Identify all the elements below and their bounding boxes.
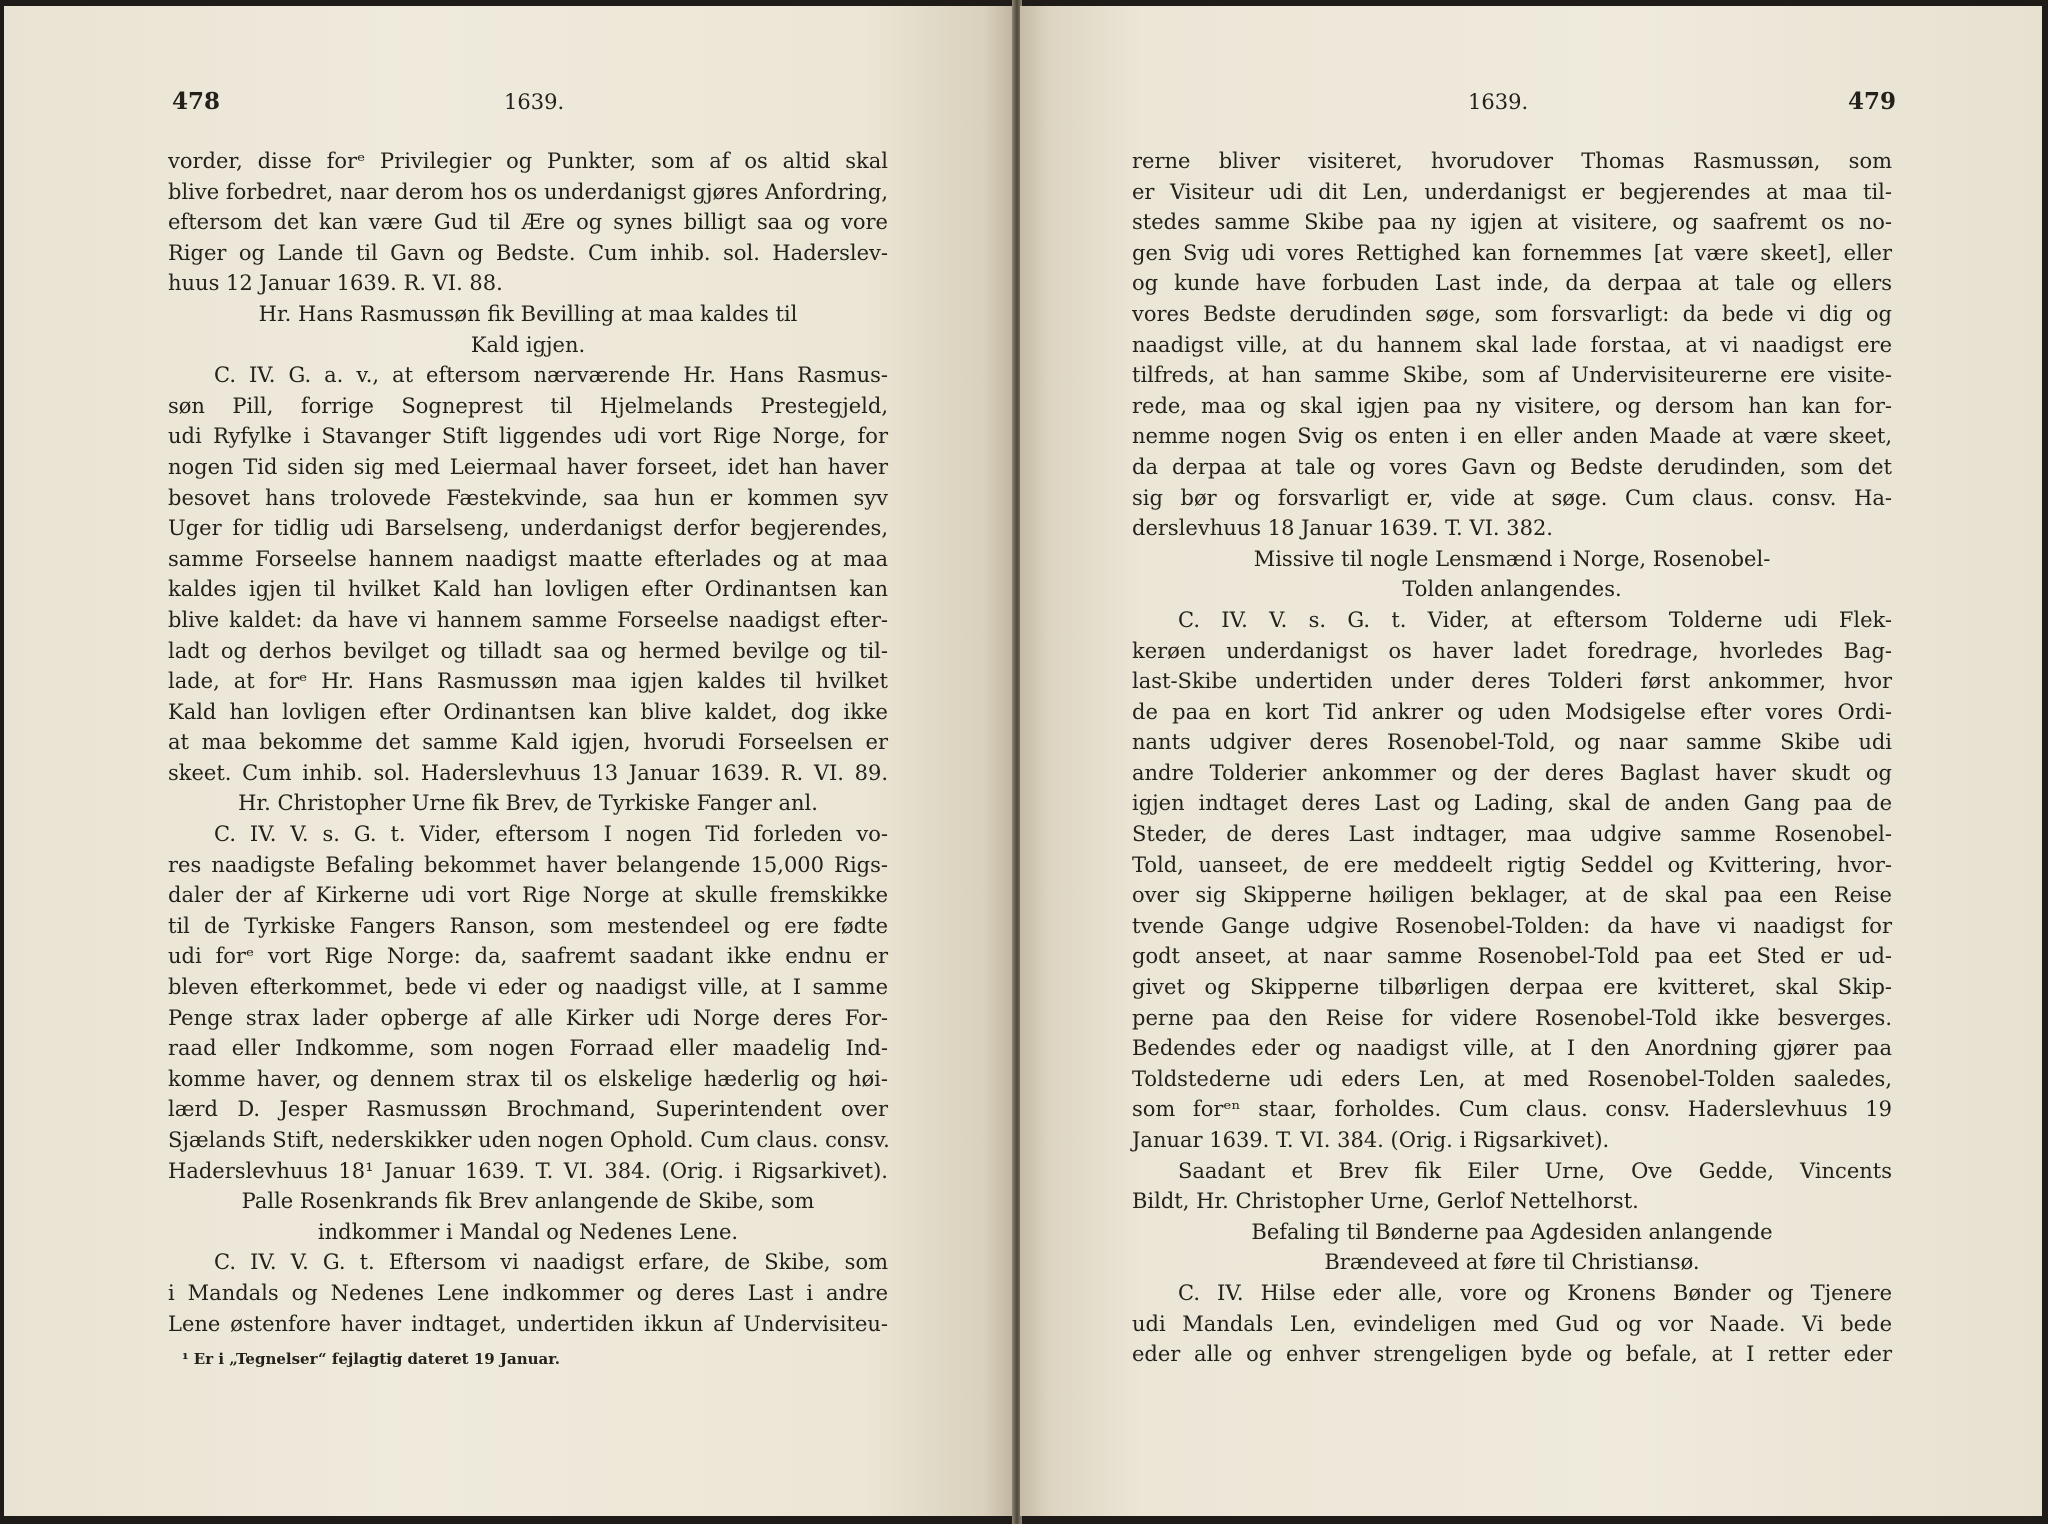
text-line: bleven efterkommet, bede vi eder og naadigst ville, at I samme [168,975,888,1000]
right-page-header [1132,82,1896,122]
text-line: kerøen underdanigst os haver ladet foredrage, hvorledes Bag- [1132,638,1892,663]
text-line: rerne bliver visiteret, hvorudover Thomas Rasmussøn, som [1132,149,1892,173]
right-page [1020,6,2042,1516]
text-line: og kunde have forbuden Last inde, da derpaa at tale og ellers [1132,271,1892,296]
text-line: vorder, disse forᵉ Privilegier og Punkter, som af os altid skal [168,149,888,173]
section-heading-line: Palle Rosenkrands fik Brev anlangende de Skibe, som [241,1189,815,1214]
section-heading-line: indkommer i Mandal og Nedenes Lene. [317,1219,739,1244]
text-line: sig bør og forsvarligt er, vide at søge. Cum claus. consv. Ha- [1132,485,1892,510]
text-line: huus 12 Januar 1639. R. VI. 88. [168,271,503,296]
text-line: tilfreds, at han samme Skibe, som af Undervisiteurerne ere visite- [1132,363,1892,388]
text-line: som forᵉⁿ staar, forholdes. Cum claus. consv. Haderslevhuus 19 [1132,1097,1892,1122]
section-heading-line: Befaling til Bønderne paa Agdesiden anlangende [1251,1219,1773,1244]
text-line: nogen Tid siden sig med Leiermaal haver forseet, idet han haver [168,454,888,479]
text-line: nants udgiver deres Rosenobel-Told, og naar samme Skibe udi [1132,730,1892,755]
text-line: C. IV. V. G. t. Eftersom vi naadigst erfare, de Skibe, som [214,1250,888,1275]
text-line: derslevhuus 18 Januar 1639. T. VI. 382. [1132,516,1553,541]
text-line: eder alle og enhver strengeligen byde og befale, at I retter eder [1132,1342,1892,1367]
section-heading-line: Missive til nogle Lensmænd i Norge, Rosenobel- [1253,546,1771,571]
text-line: Toldstederne udi eders Len, at med Rosenobel-Tolden saaledes, [1132,1066,1892,1091]
right-running-head: 1639. [1468,90,1529,114]
text-line: søn Pill, forrige Sogneprest til Hjelmelands Prestegjeld, [168,393,888,418]
left-page-body [168,146,888,1339]
left-page-header [168,82,888,122]
text-line: Kald han lovligen efter Ordinantsen kan blive kaldet, dog ikke [168,699,888,724]
text-line: samme Forseelse hannem naadigst maatte efterlades og at maa [168,546,888,571]
text-line: perne paa den Reise for videre Rosenobel-Told ikke besverges. [1132,1005,1892,1030]
text-line: blive forbedret, naar derom hos os underdanigst gjøres Anfordring, [168,179,888,204]
text-line: lærd D. Jesper Rasmussøn Brochmand, Superintendent over [168,1097,888,1122]
text-line: nemme nogen Svig os enten i en eller anden Maade at være skeet, [1132,424,1892,449]
text-line: Riger og Lande til Gavn og Bedste. Cum inhib. sol. Haderslev- [168,240,888,265]
text-line: givet og Skipperne tilbørligen derpaa ere kvitteret, skal Skip- [1132,975,1892,1000]
left-footnote: ¹ Er i „Tegnelser“ fejlagtig dateret 19 Januar. [182,1350,561,1369]
text-line: udi Mandals Len, evindeligen med Gud og vor Naade. Vi bede [1132,1311,1892,1336]
text-line: besovet hans trolovede Fæstekvinde, saa hun er kommen syv [168,485,888,510]
left-running-head: 1639. [504,90,565,114]
text-line: udi Ryfylke i Stavanger Stift liggendes udi vort Rige Norge, for [168,424,888,449]
text-line: er Visiteur udi dit Len, underdanigst er begjerendes at maa til- [1132,179,1892,204]
text-line: Bildt, Hr. Christopher Urne, Gerlof Nettelhorst. [1132,1189,1639,1214]
text-line: blive kaldet: da have vi hannem samme Forseelse naadigst efter- [168,607,888,632]
right-page-number: 479 [1847,88,1896,115]
text-line: til de Tyrkiske Fangers Ranson, som mestendeel og ere fødte [168,913,888,938]
section-heading-line: Hr. Christopher Urne fik Brev, de Tyrkiske Fanger anl. [238,791,818,816]
text-line: at maa bekomme det samme Kald igjen, hvorudi Forseelsen er [168,730,888,755]
text-line: komme haver, og dennem strax til os elskelige hæderlig og høi- [168,1066,888,1091]
text-line: C. IV. Hilse eder alle, vore og Kronens Bønder og Tjenere [1178,1280,1892,1305]
text-line: ladt og derhos bevilget og tilladt saa og hermed bevilge og til- [168,638,888,663]
text-line: res naadigste Befaling bekommet haver belangende 15,000 Rigs- [168,852,888,877]
left-text-column [168,82,888,1371]
text-line: naadigst ville, at du hannem skal lade forstaa, at vi naadigst ere [1132,332,1892,357]
text-line: Penge strax lader opberge af alle Kirker udi Norge deres For- [168,1005,888,1030]
right-text-column [1132,82,1896,1370]
text-line: lade, at forᵉ Hr. Hans Rasmussøn maa igjen kaldes til hvilket [168,669,888,694]
text-line: gen Svig udi vores Rettighed kan fornemmes [at være skeet], eller [1132,240,1892,265]
text-line: godt anseet, at naar samme Rosenobel-Told paa eet Sted er ud- [1132,944,1892,969]
text-line: i Mandals og Nedenes Lene indkommer og deres Last i andre [168,1280,888,1305]
text-line: Bedendes eder og naadigst ville, at I den Anordning gjører paa [1132,1036,1892,1061]
text-line: rede, maa og skal igjen paa ny visitere, og dersom han kan for- [1132,393,1892,418]
text-line: skeet. Cum inhib. sol. Haderslevhuus 13 Januar 1639. R. VI. 89. [168,760,888,785]
text-line: Uger for tidlig udi Barselseng, underdanigst derfor begjerendes, [168,516,888,541]
text-line: last-Skibe undertiden under deres Tolderi først ankommer, hvor [1132,669,1892,694]
text-line: Saadant et Brev fik Eiler Urne, Ove Gedde, Vincents [1178,1158,1892,1183]
text-line: andre Tolderier ankommer og der deres Baglast haver skudt og [1132,760,1892,785]
section-heading-line: Tolden anlangendes. [1402,577,1622,602]
text-line: de paa en kort Tid ankrer og uden Modsigelse efter vores Ordi- [1132,699,1892,724]
text-line: vores Bedste derudinden søge, som forsvarligt: da bede vi dig og [1132,301,1892,326]
text-line: stedes samme Skibe paa ny igjen at visitere, og saafremt os no- [1132,210,1892,235]
text-line: over sig Skipperne høiligen beklager, at de skal paa een Reise [1132,883,1892,908]
text-line: tvende Gange udgive Rosenobel-Tolden: da have vi naadigst for [1132,913,1892,938]
text-line: da derpaa at tale og vores Gavn og Bedste derudinden, som det [1132,454,1892,479]
text-line: Januar 1639. T. VI. 384. (Orig. i Rigsarkivet). [1132,1128,1610,1152]
text-line: C. IV. G. a. v., at eftersom nærværende Hr. Hans Rasmus- [214,363,888,388]
text-line: C. IV. V. s. G. t. Vider, at eftersom Tolderne udi Flek- [1178,607,1892,632]
text-line: udi forᵉ vort Rige Norge: da, saafremt saadant ikke endnu er [168,944,888,969]
right-page-body [1132,146,1892,1370]
section-heading-line: Brændeveed at føre til Christiansø. [1324,1250,1700,1275]
text-line: daler der af Kirkerne udi vort Rige Norge at skulle fremskikke [168,883,888,908]
text-line: kaldes igjen til hvilket Kald han lovligen efter Ordinantsen kan [168,577,888,602]
text-line: eftersom det kan være Gud til Ære og synes billigt saa og vore [168,210,888,235]
text-line: C. IV. V. s. G. t. Vider, eftersom I nogen Tid forleden vo- [214,822,888,847]
left-page-number: 478 [172,88,221,115]
text-line: raad eller Indkomme, som nogen Forraad eller maadelig Ind- [168,1036,888,1061]
text-line: igjen indtaget deres Last og Lading, skal de anden Gang paa de [1132,791,1892,816]
left-page [4,6,1014,1516]
text-line: Told, uanseet, de ere meddeelt rigtig Seddel og Kvittering, hvor- [1132,852,1892,877]
section-heading-line: Kald igjen. [470,332,586,357]
section-heading-line: Hr. Hans Rasmussøn fik Bevilling at maa kaldes til [258,301,798,326]
text-line: Sjælands Stift, nederskikker uden nogen Ophold. Cum claus. consv. [168,1128,890,1152]
text-line: Haderslevhuus 18¹ Januar 1639. T. VI. 384. (Orig. i Rigsarkivet). [168,1158,888,1183]
text-line: Lene østenfore haver indtaget, undertiden ikkun af Undervisiteu- [168,1311,888,1336]
text-line: Steder, de deres Last indtager, maa udgive samme Rosenobel- [1132,822,1892,847]
